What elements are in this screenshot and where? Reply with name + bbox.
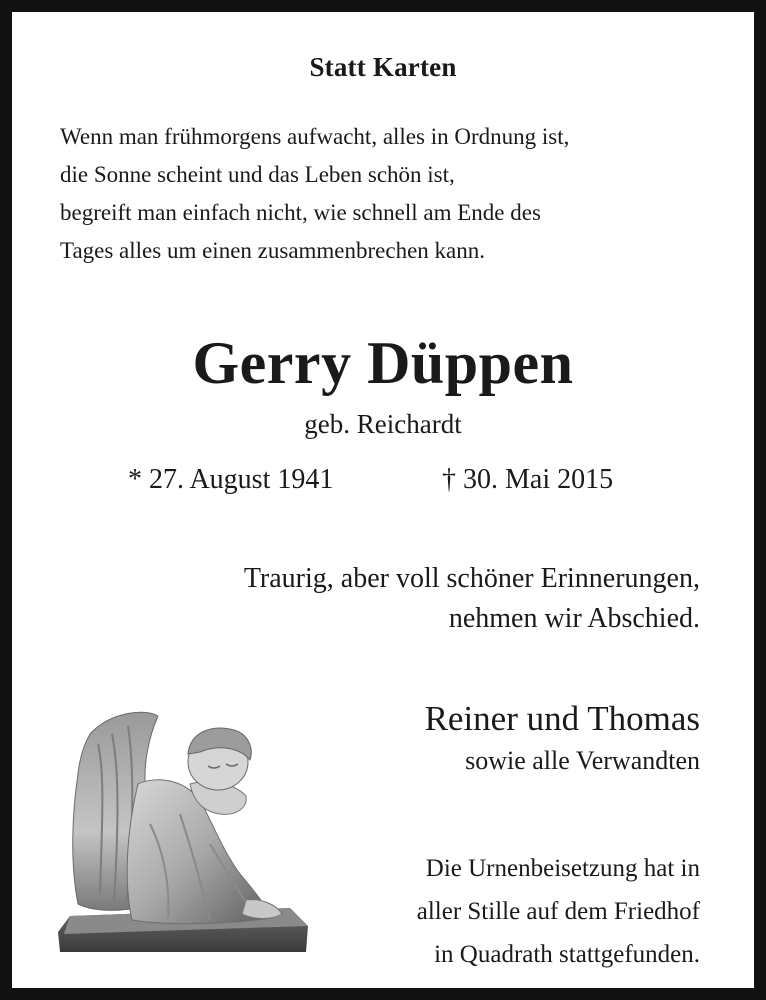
- funeral-info: [417, 847, 700, 976]
- poem-line: die Sonne scheint und das Leben schön ist,: [60, 162, 455, 187]
- birth-date: * 27. August 1941: [128, 464, 334, 495]
- funeral-line: in Quadrath stattgefunden.: [434, 941, 700, 968]
- farewell-line: Traurig, aber voll schöner Erinnerungen,: [243, 563, 700, 594]
- poem-line: Tages alles um einen zusammenbrechen kann.: [60, 238, 486, 263]
- relatives-line: sowie alle Verwandten: [465, 746, 700, 775]
- poem-line: Wenn man frühmorgens aufwacht, alles in Ordnung ist,: [60, 124, 570, 149]
- poem-block: [60, 118, 740, 270]
- birth-name: geb. Reichardt: [304, 409, 462, 439]
- deceased-name: Gerry Düppen: [192, 330, 574, 396]
- angel-statue-image: [50, 704, 310, 954]
- poem-line: begreift man einfach nicht, wie schnell am Ende des: [60, 200, 541, 225]
- death-date: † 30. Mai 2015: [442, 464, 614, 495]
- farewell-text: [244, 559, 700, 639]
- funeral-line: Die Urnenbeisetzung hat in: [425, 855, 700, 882]
- farewell-line: nehmen wir Abschied.: [448, 603, 700, 634]
- notice-heading: Statt Karten: [309, 52, 457, 82]
- mourner-names: Reiner und Thomas: [424, 699, 700, 738]
- funeral-line: aller Stille auf dem Friedhof: [416, 898, 700, 925]
